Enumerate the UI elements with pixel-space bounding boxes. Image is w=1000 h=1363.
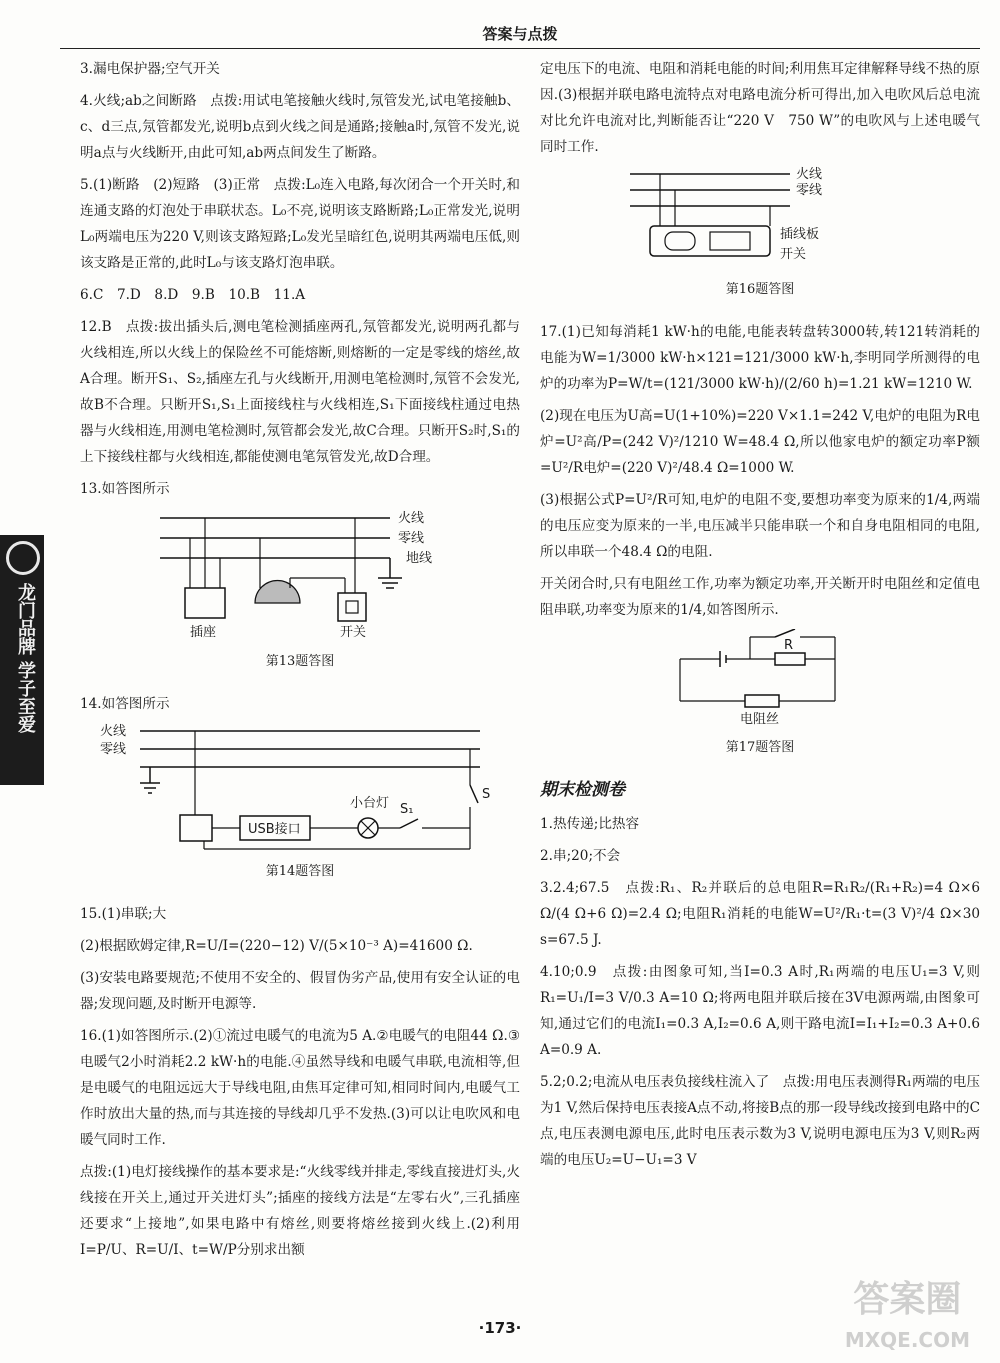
switch-17 <box>775 629 795 637</box>
heating-wire <box>745 695 779 707</box>
answer-13: 13.如答图所示 <box>80 481 170 497</box>
fig16-label-live: 火线 <box>796 167 823 182</box>
switch-s <box>470 785 478 803</box>
fig14-label-s1: S₁ <box>400 802 414 817</box>
figure-16-caption: 第16题答图 <box>725 282 795 297</box>
fig13-label-socket: 插座 <box>190 625 217 640</box>
fig13-label-switch: 开关 <box>340 625 367 640</box>
switch-s1 <box>400 819 418 828</box>
answer-17-4: 开关闭合时,只有电阻丝工作,功率为额定功率,开关断开时电阻丝和定值电阻串联,功率变为原来的1/4,如答图所示. <box>540 576 980 618</box>
answer-16: 16.(1)如答图所示.(2)①流过电暖气的电流为5 A.②电暖气的电阻44 Ω.③电暖气2小时消耗2.2 kW·h的电能.④虽然导线和电暖气串联,电流相等,但是电暖气的电阻远远大于导线电阻,由焦耳定律可知,相同时间内,电暖气工作时放出大量的热,而与其连接的导线却几乎不发热.(3)可以让电吹风和电暖气同时工作. <box>80 1028 520 1148</box>
right-column <box>540 56 980 1179</box>
figure-13-circuit <box>150 508 450 643</box>
final-3: 3.2.4;67.5 点拨:R₁、R₂并联后的总电阻R=R₁R₂/(R₁+R₂)=4 Ω×6 Ω/(4 Ω+6 Ω)=2.4 Ω;电阻R₁消耗的电能W=U²/R₁·t=(3 V)²/4 Ω×30 s=67.5 J. <box>540 880 980 948</box>
fig14-label-live: 火线 <box>100 724 127 739</box>
answer-15-1: 15.(1)串联;大 <box>80 906 167 922</box>
socket-symbol-14 <box>180 815 212 841</box>
answer-4: 4.火线;ab之间断路 点拨:用试电笔接触火线时,氖管发光,试电笔接触b、c、d三点,氖管都发光,说明b点到火线之间是通路;接触a时,氖管不发光,说明a点与火线断开,由此可知,ab两点间发生了断路。 <box>80 93 520 161</box>
watermark-line-2: MXQE.COM <box>844 1328 970 1352</box>
figure-17-circuit <box>660 629 860 729</box>
answer-6-11: 6.C 7.D 8.D 9.B 10.B 11.A <box>80 287 306 303</box>
fig14-label-s: S <box>482 787 491 802</box>
figure-16-circuit <box>630 166 890 271</box>
answer-17-1: 17.(1)已知每消耗1 kW·h的电能,电能表转盘转3000转,转121转消耗的电能为W=1/3000 kW·h×121=121/3000 kW·h,李明同学所测得的电炉的功率为P=W/t=(121/3000 kW·h)/(2/60 h)=1.21 kW=1210 W. <box>540 324 980 392</box>
answer-17-3: (3)根据公式P=U²/R可知,电炉的电阻不变,要想功率变为原来的1/4,两端的电压应变为原来的一半,电压减半只能串联一个和自身电阻相同的电阻,所以串联一个48.4 Ω的电阻. <box>540 492 980 560</box>
final-4: 4.10;0.9 点拨:由图象可知,当I=0.3 A时,R₁两端的电压U₁=3 V,则R₁=U₁/I=3 V/0.3 A=10 Ω;将两电阻并联后接在3V电源两端,由图象可知,通过它们的电流I₁=0.3 A,I₂=0.6 A,则干路电流I=I₁+I₂=0.3 A+0.6 A=0.9 A. <box>540 964 980 1058</box>
figure-17-caption: 第17题答图 <box>725 740 795 755</box>
fig14-label-neutral: 零线 <box>100 742 127 757</box>
socket-symbol <box>185 588 225 618</box>
left-column <box>80 56 520 1269</box>
section-title: 期末检测卷 <box>540 780 625 800</box>
side-banner-text: 龙门品牌 学子至爱 <box>15 583 36 734</box>
page-number: ·173· <box>478 1319 522 1337</box>
switch-symbol <box>338 593 366 621</box>
answer-15-2: (2)根据欧姆定律,R=U/I=(220−12) V/(5×10⁻³ A)=41600 Ω. <box>80 938 473 954</box>
resistor-r <box>775 653 805 665</box>
fig13-label-neutral: 零线 <box>398 531 425 546</box>
fig16-label-strip: 插线板 <box>780 227 820 242</box>
lamp-symbol <box>255 581 300 604</box>
watermark <box>845 1280 970 1360</box>
side-banner <box>0 535 44 785</box>
fig16-label-neutral: 零线 <box>796 183 823 198</box>
figure-13-caption: 第13题答图 <box>265 654 335 669</box>
answer-16-hint: 点拨:(1)电灯接线操作的基本要求是:“火线零线并排走,零线直接进灯头,火线接在开关上,通过开关进灯头”;插座的接线方法是“左零右火”,三孔插座还要求“上接地”,如果电路中有熔丝,则要将熔丝接到火线上.(2)利用I=P/U、R=U/I、t=W/P分别求出额 <box>80 1164 520 1258</box>
fig14-label-usb: USB接口 <box>248 822 301 837</box>
fig13-label-live: 火线 <box>398 511 425 526</box>
answer-16-cont: 定电压下的电流、电阻和消耗电能的时间;利用焦耳定律解释导线不热的原因.(3)根据并联电路电流特点对电路电流分析可得出,加入电吹风后总电流对比允许电流对比,判断能否让“220 V 750 W”的电吹风与上述电暖气同时工作. <box>540 61 980 155</box>
answer-3: 3.漏电保护器;空气开关 <box>80 61 220 77</box>
fig17-label-wire: 电阻丝 <box>740 712 780 727</box>
ring-icon <box>6 541 40 575</box>
answer-5: 5.(1)断路 (2)短路 (3)正常 点拨:L₀连入电路,每次闭合一个开关时,和连通支路的灯泡处于串联状态。L₀不亮,说明该支路断路;L₀正常发光,说明L₀两端电压为220 V,则该支路短路;L₀发光呈暗红色,说明其两端电压低,则该支路是正常的,此时L₀与该支路灯泡串联。 <box>80 177 520 271</box>
answer-17-2: (2)现在电压为U高=U(1+10%)=220 V×1.1=242 V,电炉的电阻为R电炉=U²高/P=(242 V)²/1210 W=48.4 Ω,所以他家电炉的额定功率P额=U²/R电炉=(220 V)²/48.4 Ω=1000 W. <box>540 408 980 476</box>
fig17-label-r: R <box>784 638 794 653</box>
final-1: 1.热传递;比热容 <box>540 816 640 832</box>
header-title: 答案与点拨 <box>482 25 558 43</box>
final-5: 5.2;0.2;电流从电压表负接线柱流入了 点拨:用电压表测得R₁两端的电压为1 V,然后保持电压表接A点不动,将接B点的那一段导线改接到电路中的C点,电压表测电源电压,此时电压表示数为3 V,说明电源电压为3 V,则R₂两端的电压U₂=U−U₁=3 V <box>540 1074 980 1168</box>
answer-14: 14.如答图所示 <box>80 696 170 712</box>
fig14-label-lamp: 小台灯 <box>350 796 390 811</box>
watermark-line-1: 答案圈 <box>853 1279 962 1320</box>
answer-12: 12.B 点拨:拔出插头后,测电笔检测插座两孔,氖管都发光,说明两孔都与火线相连,所以火线上的保险丝不可能熔断,则熔断的一定是零线的熔丝,故A合理。断开S₁、S₂,插座左孔与火线断开,用测电笔检测时,氖管不会发光,故B不合理。只断开S₁,S₁上面接线柱与火线相连,S₁下面接线柱通过电热器与火线相连,用测电笔检测时,氖管都会发光,故C合理。只断开S₂时,S₁的上下接线柱都与火线相连,都能使测电笔氖管发光,故D合理。 <box>80 319 520 465</box>
fig16-label-switch: 开关 <box>780 247 807 262</box>
figure-14-caption: 第14题答图 <box>265 864 335 879</box>
final-2: 2.串;20;不会 <box>540 848 621 864</box>
fig13-label-ground: 地线 <box>406 551 433 566</box>
page-header <box>60 14 980 49</box>
answer-15-3: (3)安装电路要规范;不使用不安全的、假冒伪劣产品,使用有安全认证的电器;发现问题,及时断开电源等. <box>80 970 520 1012</box>
figure-14-circuit <box>100 723 500 853</box>
